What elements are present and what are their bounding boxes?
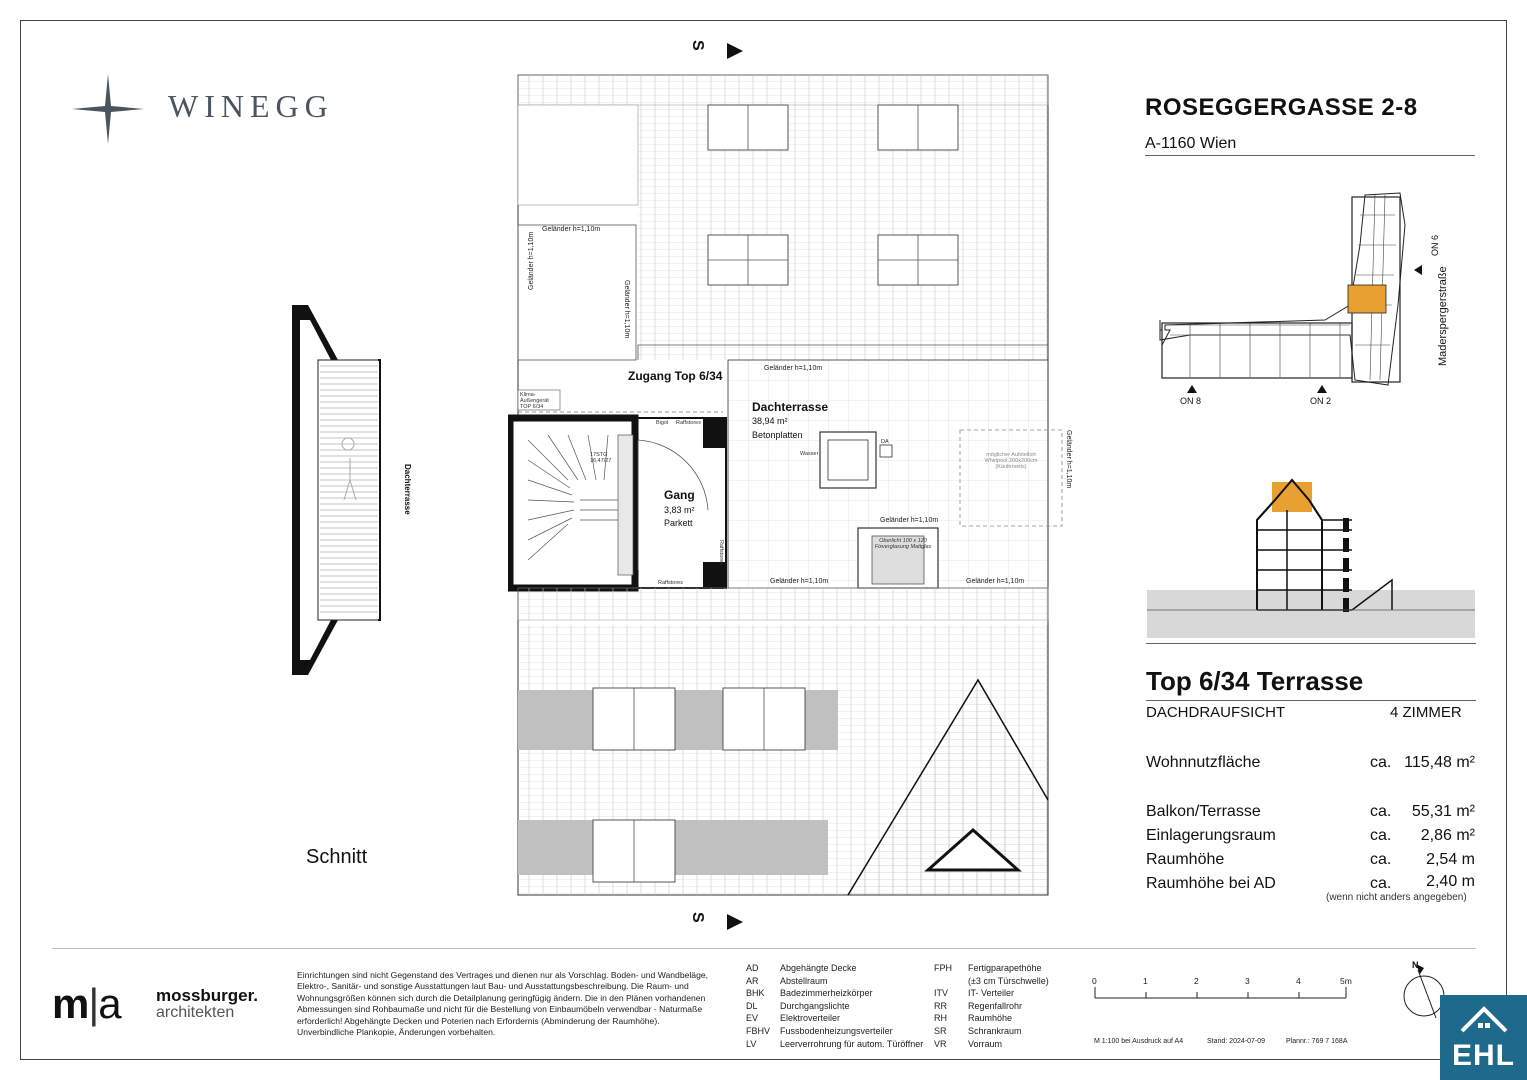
railing-label: Geländer h=1,10m [623,280,630,339]
plan-date: Stand: 2024-07-09 [1207,1038,1265,1045]
divider [1145,155,1475,156]
section-marker-bottom: S [689,912,706,923]
floor-plan [508,40,1068,920]
view-label: DACHDRAUFSICHT [1146,704,1286,721]
terrace-name: Dachterrasse [752,400,829,414]
site-label-on6: ON 6 [1430,234,1440,256]
area-value: 115,48 m² [1404,754,1475,771]
scale-tick: 3 [1245,976,1250,986]
terrace-area: 38,94 m² [752,416,788,426]
area-label: Wohnnutzfläche [1146,754,1261,771]
bigol-label: Bigol [656,420,669,426]
architect-sub: architekten [156,1004,235,1021]
architect-name: mossburger. [156,986,259,1005]
raffstores-label: Raffstores [658,580,683,586]
abbreviations-left: AD Abgehängte Decke AR Abstellraum BHK Badezimmerheizkörper DL Durchgangslichte EV Elektroverteiler FBHV Fussbodenheizungsverteiler LV Leerverrohrung für autom. Türöffner [746,963,924,1049]
site-plan [1150,185,1480,415]
abbreviations-right: FPH Fertigparapethöhe (±3 cm Türschwelle) ITV IT- Verteiler RR Regenfallrohr RH Raumhöhe SR Schrankraum VR Vorraum [934,963,1049,1049]
disclaimer: Einrichtungen sind nicht Gegenstand des Vertrages und dienen nur als Vorschlag. Boden- und Wandbeläge, Elektro-, Sanitär- und sonstige Ausstattungen laut Bau- und Ausstattungsbeschreibung. Die Raum- und Wohnungsgrößen können sich durch die Detailplanung geringfügig ändern. Die in den Plänen vorhandenen Abmessungen sind Rohbaumaße und nicht für die Bestellung von Einbaumöbeln verwendbar - Naturmaße erforderlich! Abgehängte Decken und Poterien nach Erfordernis (Abminderung der Raumhöhe). Unverbindliche Plankopie, Änderungen vorbehalten. [297,970,709,1038]
section-diagram [1147,470,1477,640]
area-ca: ca. [1370,827,1392,844]
stairs-label: 17STG 16,47/27 [590,452,612,464]
area-value: 2,54 m [1426,851,1475,868]
terrace-floor: Betonplatten [752,430,803,440]
section-arrow-icon [725,912,745,932]
access-label: Zugang Top 6/34 [628,369,723,383]
area-note: (wenn nicht anders angegeben) [1326,892,1467,903]
unit-title: Top 6/34 Terrasse [1146,666,1364,696]
plan-number: Plannr.: 769 7 168A [1286,1038,1348,1045]
scale-tick: 4 [1296,976,1301,986]
section-terrace-label: Dachterrasse [403,464,412,515]
section-arrow-icon [725,41,745,61]
area-value: 2,86 m² [1420,827,1475,844]
scale-bar [1090,986,1360,1000]
da-label: DA [881,439,889,445]
skylight-label: Oberlicht 100 x 120 Fixverglasung Mattglas [874,538,932,550]
ehl-logo [1440,995,1527,1080]
scale-tick: 5m [1340,976,1352,986]
section-drawing [288,300,388,680]
hall-area: 3,83 m² [664,505,695,515]
rooms-label: 4 ZIMMER [1390,704,1462,721]
railing-label: Geländer h=1,10m [880,517,939,524]
project-city: A-1160 Wien [1145,135,1237,152]
section-label: Schnitt [306,846,368,868]
area-ca: ca. [1370,851,1392,868]
whirlpool-label: möglicher Aufstellort Whirlpool 200x200cm (Käuferseits) [984,452,1038,470]
railing-label: Geländer h=1,10m [966,578,1025,585]
house-icon [1458,1001,1510,1035]
site-label-on2: ON 2 [1310,396,1332,406]
project-street: ROSEGGERGASSE 2-8 [1145,94,1418,121]
footer-divider [52,948,1476,949]
site-street: Maderspergerstraße [1437,266,1449,366]
railing-label: Geländer h=1,10m [1065,430,1072,489]
scale-tick: 0 [1092,976,1097,986]
area-ca: ca. [1370,875,1392,892]
site-label-on8: ON 8 [1180,396,1202,406]
hall-name: Gang [664,488,695,502]
climate-unit-label: Klima-Außengerät TOP 6/34 [520,392,549,410]
winegg-star-icon [72,74,144,144]
area-label: Einlagerungsraum [1146,827,1276,844]
area-ca: ca. [1370,754,1392,771]
railing-label: Geländer h=1,10m [528,231,535,290]
raffstores-label: Raffstores [676,420,701,426]
ehl-text: EHL [1452,1039,1515,1072]
section-marker-top: S [689,40,706,51]
raffstores-label: Raffstores [718,540,724,565]
railing-label: Geländer h=1,10m [542,226,601,233]
area-value: 2,40 m [1426,873,1475,890]
divider [1146,643,1476,644]
architect-logo: m|a [52,980,121,1027]
divider [1146,700,1476,701]
railing-label: Geländer h=1,10m [764,365,823,372]
hall-floor: Parkett [664,518,693,528]
scale-note: M 1:100 bei Ausdruck auf A4 [1094,1038,1184,1045]
railing-label: Geländer h=1,10m [770,578,829,585]
brand-logo: WINEGG [168,88,334,124]
area-label: Raumhöhe bei AD [1146,875,1276,892]
area-value: 55,31 m² [1411,803,1475,820]
scale-tick: 1 [1143,976,1148,986]
water-label: Wasser [800,451,819,457]
north-label: N [1412,960,1419,970]
scale-tick: 2 [1194,976,1199,986]
area-label: Raumhöhe [1146,851,1225,868]
area-label: Balkon/Terrasse [1146,803,1261,820]
area-ca: ca. [1370,803,1392,820]
